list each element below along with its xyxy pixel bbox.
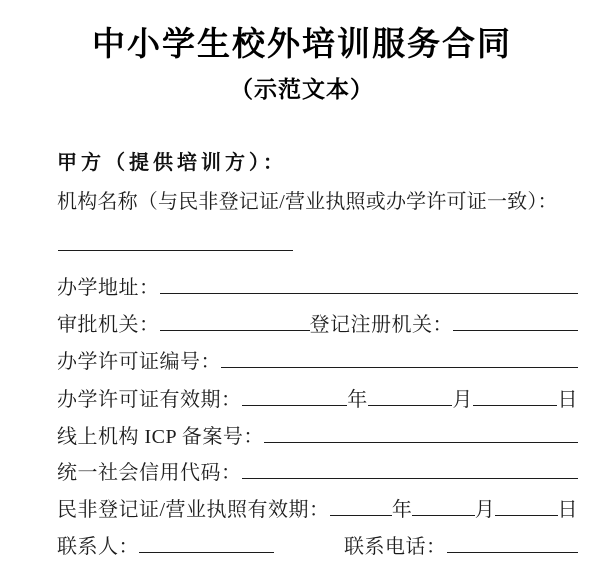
approval-row: [57, 314, 578, 336]
license-validity-label: 办学许可证有效期：: [57, 389, 242, 411]
month-unit-label: 月: [474, 499, 496, 521]
icp-row: [57, 426, 578, 448]
contacts-gap: [274, 552, 344, 553]
credit-code-row: [57, 462, 578, 484]
address-label: 办学地址：: [57, 277, 160, 299]
icp-blank: [264, 426, 578, 443]
org-name-label-row: [57, 191, 578, 213]
document-subtitle: （示范文本）: [230, 77, 374, 102]
contact-person-label: 联系人：: [57, 536, 139, 558]
contact-phone-blank: [447, 536, 579, 553]
license-validity-row: [57, 389, 578, 411]
license-validity-year-blank: [242, 389, 348, 406]
day-unit-label: 日: [557, 389, 578, 411]
icp-label: 线上机构 ICP 备案号：: [57, 426, 264, 448]
org-name-blank: [58, 234, 293, 251]
registration-authority-blank: [453, 314, 578, 331]
document-title: 中小学生校外培训服务合同: [92, 27, 512, 63]
license-validity-day-blank: [473, 389, 558, 406]
license-validity-month-blank: [368, 389, 453, 406]
contact-person-blank: [139, 536, 274, 553]
year-unit-label: 年: [347, 389, 368, 411]
business-validity-row: [57, 499, 578, 521]
business-validity-label: 民非登记证/营业执照有效期：: [57, 499, 330, 521]
business-validity-day-blank: [495, 499, 557, 516]
approval-authority-label: 审批机关：: [57, 314, 160, 336]
license-number-row: [57, 351, 578, 373]
business-validity-year-blank: [330, 499, 392, 516]
license-number-label: 办学许可证编号：: [57, 351, 221, 373]
license-number-blank: [221, 351, 578, 368]
contact-phone-label: 联系电话：: [344, 536, 447, 558]
party-a-heading-row: [57, 152, 578, 174]
contacts-row: [57, 536, 578, 558]
year-unit-label: 年: [391, 499, 413, 521]
day-unit-label: 日: [557, 499, 578, 521]
approval-authority-blank: [160, 314, 310, 331]
credit-code-blank: [242, 462, 579, 479]
business-validity-month-blank: [412, 499, 474, 516]
address-row: [57, 277, 578, 299]
address-blank: [160, 277, 579, 294]
credit-code-label: 统一社会信用代码：: [57, 462, 242, 484]
registration-authority-label: 登记注册机关：: [309, 314, 453, 336]
month-unit-label: 月: [452, 389, 473, 411]
party-a-heading: 甲方（提供培训方）：: [57, 152, 287, 174]
org-name-label: 机构名称（与民非登记证/营业执照或办学许可证一致）：: [57, 191, 558, 213]
